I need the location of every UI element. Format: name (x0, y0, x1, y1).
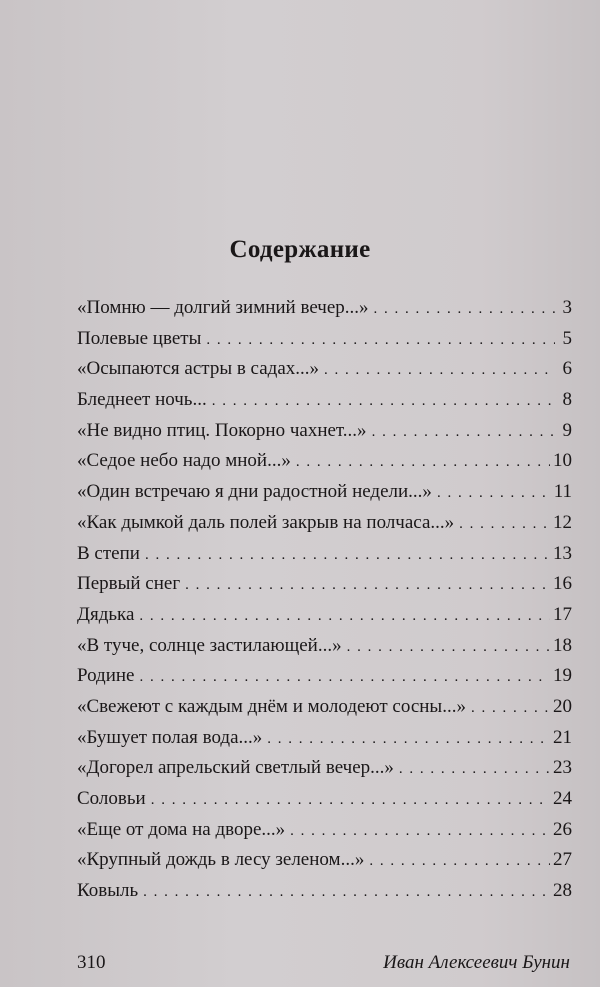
toc-entry-title: В степи (77, 542, 140, 564)
toc-entry[interactable] (77, 481, 572, 512)
toc-entry-title: «Свежеют с каждым днём и молодеют сосны...» (77, 695, 466, 717)
toc-entry-page: 28 (553, 880, 572, 902)
toc-entry-page: 9 (562, 419, 572, 441)
toc-entry-page: 10 (553, 450, 572, 472)
dot-leader (139, 670, 550, 685)
dot-leader (151, 793, 550, 808)
toc-entry[interactable] (77, 389, 572, 420)
toc-entry-title: «Седое небо надо мной...» (77, 450, 291, 472)
dot-leader (212, 394, 555, 409)
toc-entry[interactable] (77, 512, 572, 543)
toc-entry-title: Ковыль (77, 880, 139, 902)
dot-leader (459, 517, 550, 532)
page-title: Содержание (229, 236, 371, 263)
toc-entry-page: 19 (553, 665, 572, 687)
toc-entry-title: Соловьи (77, 788, 146, 809)
toc-entry-page: 13 (553, 542, 572, 564)
toc-entry-title: «Бушует полая вода...» (77, 726, 263, 748)
toc-entry-title: «Один встречаю я дни радостной недели...» (77, 481, 432, 503)
dot-leader (399, 762, 550, 777)
toc-entry-title: «Помню — долгий зимний вечер...» (77, 297, 369, 318)
toc-entry-title: «Как дымкой даль полей закрыв на полчаса...» (77, 511, 455, 533)
toc-entry-title: Дядька (77, 603, 135, 625)
toc-entry[interactable] (77, 420, 572, 451)
dot-leader (267, 732, 550, 747)
toc-entry-page: 5 (562, 327, 572, 349)
toc-entry-title: «Еще от дома на дворе...» (77, 818, 286, 840)
toc-entry[interactable] (77, 880, 572, 911)
toc-entry-page: 23 (553, 757, 572, 779)
dot-leader (185, 578, 550, 593)
toc-entry-title: «В туче, солнце застилающей...» (77, 634, 342, 656)
toc-entry[interactable] (77, 727, 572, 758)
toc-entry-page: 18 (553, 634, 572, 656)
toc-entry-page: 21 (553, 726, 572, 748)
toc-entry-title: «Крупный дождь в лесу зеленом...» (77, 849, 365, 871)
running-footer-author: Иван Алексеевич Бунин (383, 952, 570, 973)
toc-entry[interactable] (77, 849, 572, 880)
dot-leader (324, 363, 555, 378)
dot-leader (374, 302, 555, 317)
toc-entry-title: «Осыпаются астры в садах...» (77, 358, 320, 380)
dot-leader (143, 885, 550, 900)
toc-entry[interactable] (77, 328, 572, 359)
toc-entry-title: «Не видно птиц. Покорно чахнет...» (77, 419, 367, 441)
toc-entry[interactable] (77, 450, 572, 481)
toc-entry-page: 20 (553, 695, 572, 717)
toc-entry-page: 27 (553, 849, 572, 871)
toc-entry-title: Родине (77, 665, 135, 687)
toc-entry[interactable] (77, 543, 572, 574)
toc-entry-title: Первый снег (77, 573, 181, 595)
toc-entry[interactable] (77, 757, 572, 788)
toc-entry-page: 12 (553, 511, 572, 533)
toc-entry-page: 6 (562, 358, 572, 380)
bleed-through-text (300, 55, 600, 175)
toc-entry-page: 3 (562, 297, 572, 318)
table-of-contents (77, 297, 572, 911)
toc-entry-page: 16 (553, 573, 572, 595)
toc-entry[interactable] (77, 635, 572, 666)
toc-entry-title: Бледнеет ночь... (77, 389, 207, 411)
toc-entry[interactable] (77, 604, 572, 635)
toc-entry[interactable] (77, 573, 572, 604)
toc-entry[interactable] (77, 819, 572, 850)
dot-leader (471, 701, 550, 716)
dot-leader (347, 640, 550, 655)
toc-entry[interactable] (77, 665, 572, 696)
toc-entry[interactable] (77, 297, 572, 328)
dot-leader (369, 854, 550, 869)
dot-leader (372, 425, 555, 440)
dot-leader (145, 548, 550, 563)
toc-entry-title: Полевые цветы (77, 327, 202, 349)
toc-entry[interactable] (77, 696, 572, 727)
dot-leader (290, 824, 550, 839)
toc-entry-page: 24 (553, 788, 572, 809)
dot-leader (139, 609, 550, 624)
toc-entry-page: 26 (553, 818, 572, 840)
toc-entry[interactable] (77, 788, 572, 819)
toc-entry-title: «Догорел апрельский светлый вечер...» (77, 757, 394, 779)
toc-entry[interactable] (77, 358, 572, 389)
dot-leader (206, 333, 555, 348)
dot-leader (437, 486, 551, 501)
page-number: 310 (77, 952, 106, 973)
toc-entry-page: 8 (562, 389, 572, 411)
toc-entry-page: 11 (553, 481, 572, 503)
toc-entry-page: 17 (553, 603, 572, 625)
dot-leader (296, 455, 550, 470)
